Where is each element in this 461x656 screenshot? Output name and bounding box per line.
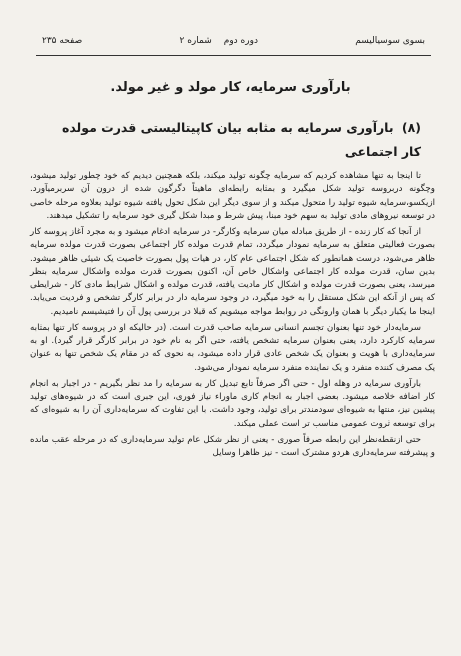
- section-title: بارآوری سرمایه به مثابه بیان کاپیتالیستی قدرت مولده کار اجتماعی: [61, 120, 421, 159]
- journal-title: بسوی سوسیالیسم: [355, 36, 425, 46]
- article-title: بارآوری سرمایه، کار مولد و غیر مولد.: [110, 80, 351, 95]
- header-divider: [36, 55, 431, 56]
- paragraph: از آنجا که کار زنده - از طریق مبادله میان سرمایه وکارگر- در سرمایه ادغام میشود و به مجرد آغاز پروسه کار بصورت فعالیتی متعلق به سرمایه نمودار میگردد، تمام قدرت مولده کار اجتماعی بصورت قدرت مولده سرمایه ظاهر می‌شود، درست همانطور که شکل اجتماعی عام کار، در هیات پول بصورت خاصیت یک شیئی ظاهر میشود. بدین سان، قدرت مولده کار اجتماعی واشکال خاص آن، اکنون بصورت قدرت مولده واشکال سرمایه بنظر میرسد، یعنی بصورت قدرت مولده و اشکال کار مادیت یافته، قدرت مولده و اشکال شرایط مادی کار - شرایطی که پس از آنکه این شکل مستقل را به خود میگیرد، در وجود سرمایه دار در برابر کارگر تشخص و فردیت می‌یابد. اینجا ما یکبار دیگر با همان وارونگی در روابط مواجه میشویم که قبلا در بررسی پول آن را فتیشیسم نامیدیم.: [30, 227, 435, 317]
- page-number: صفحه ۲۳۵: [42, 36, 83, 46]
- running-header: [42, 36, 425, 46]
- section-number: (۸): [401, 120, 421, 135]
- paragraph: حتی ازنقطه‌نظر این رابطه صرفاً صوری - یعنی از نظر شکل عام تولید سرمایه‌داری که در مرحله عقب مانده و پیشرفته سرمایه‌داری هردو مشترک است - نیز ظاهرا وسایل: [30, 434, 435, 458]
- paragraph: سرمایه‌دار خود تنها بعنوان تجسم انسانی سرمایه صاحب قدرت است. (در حالیکه او در پروسه کار تنها بمثابه سرمایه کارکرد دارد، یعنی بعنوان سرمایه تشخص یافته، حتی اگر به نام خود در برابر کارگر قرار گیرد). او به سرمایه‌داری با هویت و بعنوان یک شخص عادی قرار داده میشود، به نحوی که در مقام یک شخص تنها به عنوان یک مصرف کننده منفرد و یک نماینده منفرد سرمایه نمودار می‌شود.: [30, 322, 435, 373]
- article-body: [30, 170, 435, 463]
- paragraph: بارآوری سرمایه در وهله اول - حتی اگر صرفاً تابع تبدیل کار به سرمایه را مد نظر بگیریم - در اجبار به انجام کار اضافه خلاصه میشود. بعضی اجبار به انجام کاری ماوراء نیاز فوری، این جبری است که در شیوه‌های تولید پیشین نیز، منتها به شیوه‌ای سودمندتر برای تولید، وجود داشت. با این تفاوت که سرمایه‌داری آن را به شیوه‌ای که برای توسعه ثروت عمومی مناسب تر است عملی میکند.: [30, 378, 435, 429]
- paragraph: تا اینجا به تنها مشاهده کردیم که سرمایه چگونه تولید میکند، بلکه همچنین دیدیم که خود چطور تولید میشود، وچگونه دربروسه تولید شکل میگیرد و بمثابه رابطه‌ای ماهیتاً دگرگون شده از درون آن سربرمیآورد. ازیکسو،سرمایه شیوه تولید را متحول میکند و از سوی دیگر این شکل تحول یافته شیوه تولید بعلاوه مرحله خاصی در توسعه نیروهای مادی تولید به سهم خود مبنا، پیش شرط و مبدا شکل گیری خود سرمایه را تشکیل میدهند.: [30, 171, 435, 221]
- issue-info: [180, 36, 258, 46]
- issue-label: شماره ۲: [179, 36, 212, 46]
- section-heading: [40, 116, 421, 164]
- period-label: دوره دوم: [223, 36, 258, 46]
